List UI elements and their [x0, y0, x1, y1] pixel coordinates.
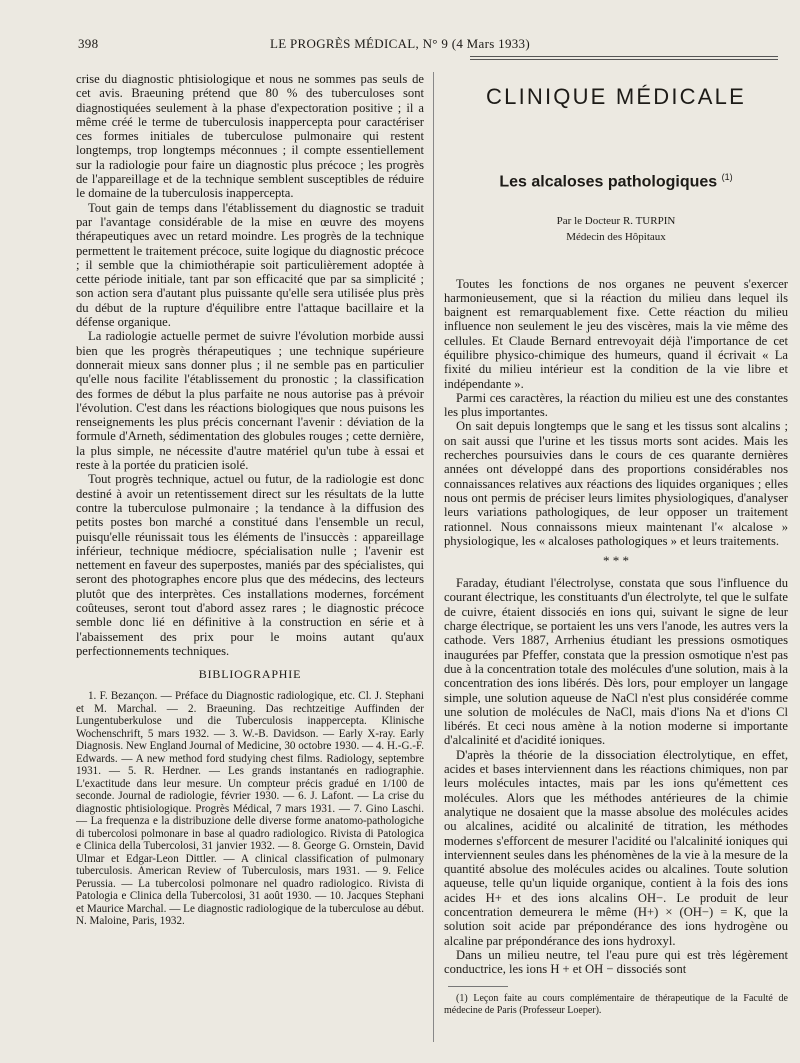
article-title-text: Les alcaloses pathologiques	[499, 173, 718, 191]
author-affiliation: Médecin des Hôpitaux	[566, 231, 666, 244]
page-number: 398	[78, 36, 99, 51]
bibliography-heading: BIBLIOGRAPHIE	[198, 667, 302, 682]
article-paragraph: On sait depuis longtemps que le sang et les tissus sont alcalins ; on sait aussi que l'urine et les tissus morts sont acides. Mais les recherches poursuivies dans le cours de ces quarante dernières années ont développé dans des proportions considérables nos connaissances relatives aux réactions des liquides organiques ; elles nous ont permis de préciser leurs limites physiologiques, d'analyser leurs variations pathologiques, de leur opposer un traitement rationnel. Nous connaissons mieux maintenant l'« alcalose » physiologique, les « alcaloses pathologiques » et leurs traitements.	[444, 419, 788, 548]
article-paragraph: Parmi ces caractères, la réaction du milieu est une des constantes les plus importantes.	[444, 390, 788, 420]
article-body	[444, 277, 788, 1018]
left-paragraph: Tout gain de temps dans l'établissement du diagnostic se traduit par l'avantage considérable de la mise en œuvre des moyens thérapeutiques avec un retard moindre. Les progrès de la technique permettent le traitement précoce, suite logique du diagnostic précoce ; il semble que la chimiothérapie soit particulièrement adoptée à cette période initiale, tant par son efficacité que par sa simplicité ; son action sera d'autant plus puissante qu'elle sera utilisée plus près du début de la rupture d'équilibre entre l'attaque bacillaire et la défense organique.	[76, 200, 424, 330]
header-rule	[470, 56, 778, 57]
running-header	[60, 36, 772, 56]
left-paragraph: Tout progrès technique, actuel ou futur, de la radiologie est donc destiné à avoir un retentissement direct sur les résultats de la lutte contre la tuberculose pulmonaire ; la tendance à la diffusion des petits postes bon marché a constitué dans l'ensemble un recul, puisqu'elle réunissait tous les éléments de l'insuccès : appareillage inférieur, technique médiocre, spécialisation nulle ; l'avenir est nettement en faveur des superpostes, maniés par des spécialistes, qui seront des photographes encore plus que des médecins, des lecteurs plutôt que des interprètes. Ces installations modernes, forcément coûteuses, seront tout d'abord assez rares ; le diagnostic précoce semble donc lié en définitive à la construction en série et à l'abaissement des prix pour le moins autant qu'aux perfectionnements techniques.	[76, 472, 424, 658]
bibliography	[76, 690, 424, 928]
section-separator: * * *	[603, 553, 629, 569]
left-paragraph: La radiologie actuelle permet de suivre l'évolution morbide aussi bien que les progrès thérapeutiques ; une technique supérieure donnerait mieux sans donner plus ; il ne semble pas en particulier qu'elle nous facilite l'établissement du pronostic ; la classification des formes de début la plus parfaite ne nous autorise pas à prévoir l'évolution. C'est dans les réactions biologiques que nous puisons les renseignements les plus précis concernant l'avenir : déviation de la formule d'Arneth, sédimentation des globules rouges ; cette dernière, la plus simple, ne nécessite d'autre matériel qu'un tube à essai et reste à la portée du praticien isolé.	[76, 329, 424, 473]
bibliography-text: 1. F. Bezançon. — Préface du Diagnostic radiologique, etc. Cl. J. Stephani et M. Marchal. — 2. Braeuning. Das rechtzeitige Auffinden der Lungentuberkulose und die Tuberculosis inappercepta. Klinische Wochenschrift, 5 mars 1932. — 3. W.-B. Davidson. — Early X-ray. Early Diagnosis. New England Journal of Medicine, 30 octobre 1930. — 4. H.-G.-F. Edwards. — A new method ford studying chest films. Radiology, septembre 1931. — 5. R. Herdner. — Les grands instantanés en radiographie. L'exactitude dans leur mesure. Un compteur précis gradué en 1/100 de seconde. Journal de radiologie, février 1930. — 6. J. Lafont. — La crise du diagnostic phtisiologique. Progrès Médical, 7 mars 1931. — 7. Gino Laschi. — La frequenza e la distribuzione delle diverse forme anatomo-pathologiche di tubercolosi polmonare in base al quadro radiologico. Rivista di Patologica e Clinica della Tubercolosi, 31 janvier 1932. — 8. George G. Ornstein, David Ulmar et Edgar-Leon Dittler. — A clinical classification of pulmonary tuberculosis. American Review of Tuberculosis, mars 1931. — 9. Felice Perussia. — La tubercolosi polmonare nel quadro radiologico. Rivista di Patologia e Clinica della Tubercolosi, 31 août 1930. — 10. Jacques Stephani et Maurice Marchal. — Le diagnostic radiologique de la tuberculose au début. N. Maloine, Paris, 1932.	[76, 690, 424, 928]
article-paragraph: D'après la théorie de la dissociation électrolytique, en effet, acides et bases interviennent dans les réactions chimiques, non par leurs molécules intactes, mais par les ions qu'émettent ces molécules. Alors que les méthodes antérieures de la chimie analytique ne dosaient que la masse absolue des molécules acides ou alcalines, acidité ou alcalinité de titration, les méthodes modernes s'efforcent de mesurer l'acidité ou l'alcalinité ioniques qui interviennent seules dans les phénomènes de la vie à la mesure de la quantité absolue des molécules acides ou alcalines. Toute solution aqueuse, telle qu'un liquide organique, contient à la fois des ions acides H+ et des ions alcalins OH−. Le produit de leur concentration demeurera le même (H+) × (OH−) = K, que la solution soit acide par prépondérance des ions hydrogène ou alcaline par prépondérance des ions hydroxyl.	[444, 747, 788, 948]
author-byline: Par le Docteur R. TURPIN	[556, 214, 676, 227]
footnote-rule	[448, 986, 508, 987]
article-paragraph: Faraday, étudiant l'électrolyse, constata que sous l'influence du courant électrique, les constituants d'un électrolyte, tel que le sulfate de cuivre, étaient dissociés en ions qui, suivant le signe de leur charge électrique, se portaient les uns vers l'anode, les autres vers la cathode. Vers 1887, Arrhenius étudiant les pressions osmotiques inaugurées par Pfeffer, constata que la pression osmotique n'est pas due à la concentration totale des molécules d'une solution, mais à la concentration des ions libérés. Dès lors, pour employer un langage simple, une solution aqueuse de NaCl n'est plus considérée comme une solution de molécules de NaCl, mais d'ions Na et d'ions Cl libérés. Et ceci nous amène à la notion moderne si importante d'alcalinité et d'acidité ioniques.	[444, 576, 788, 748]
article-paragraph: Dans un milieu neutre, tel l'eau pure qui est très légèrement conductrice, les ions H + et OH − dissociés sont	[444, 947, 788, 977]
footnote: (1) Leçon faite au cours complémentaire de thérapeutique de la Faculté de médecine de Paris (Professeur Loeper).	[444, 993, 788, 1017]
section-title: CLINIQUE MÉDICALE	[486, 84, 746, 109]
article-title	[444, 170, 788, 190]
footnote-mark: (1)	[721, 172, 733, 183]
article-paragraph: Toutes les fonctions de nos organes ne peuvent s'exercer harmonieusement, que si la réaction du milieu dans lequel ils baignent est remarquablement fixe. Cette réaction du milieu influence non seulement le jeu des viscères, mais la vie même des cellules. Et Claude Bernard entrevoyait déjà l'importance de cet équilibre physico-chimique des humeurs, quand il écrivait « La fixité du milieu intérieur est la condition de la vie libre et indépendante ».	[444, 276, 788, 391]
header-rule-double	[470, 59, 778, 60]
left-column	[76, 72, 424, 1057]
running-title: LE PROGRÈS MÉDICAL, N° 9 (4 Mars 1933)	[270, 36, 530, 51]
right-column	[444, 72, 788, 1057]
column-divider	[433, 72, 434, 1042]
left-paragraph: crise du diagnostic phtisiologique et nous ne sommes pas seuls de cet avis. Braeuning prétend que 80 % des tuberculoses sont diagnostiquées seulement à la phase d'expectoration positive ; il a même créé le terme de tuberculosis inappercepta pour caractériser ces formes initiales de tuberculose pulmonaire qui restent longtemps, trop longtemps méconnues ; il compte essentiellement sur la radiologie pour faire un diagnostic plus précoce ; les progrès de l'appareillage et de la technique semblent susceptibles de réduire le domaine de la tuberculosis inappercepta.	[76, 72, 424, 201]
